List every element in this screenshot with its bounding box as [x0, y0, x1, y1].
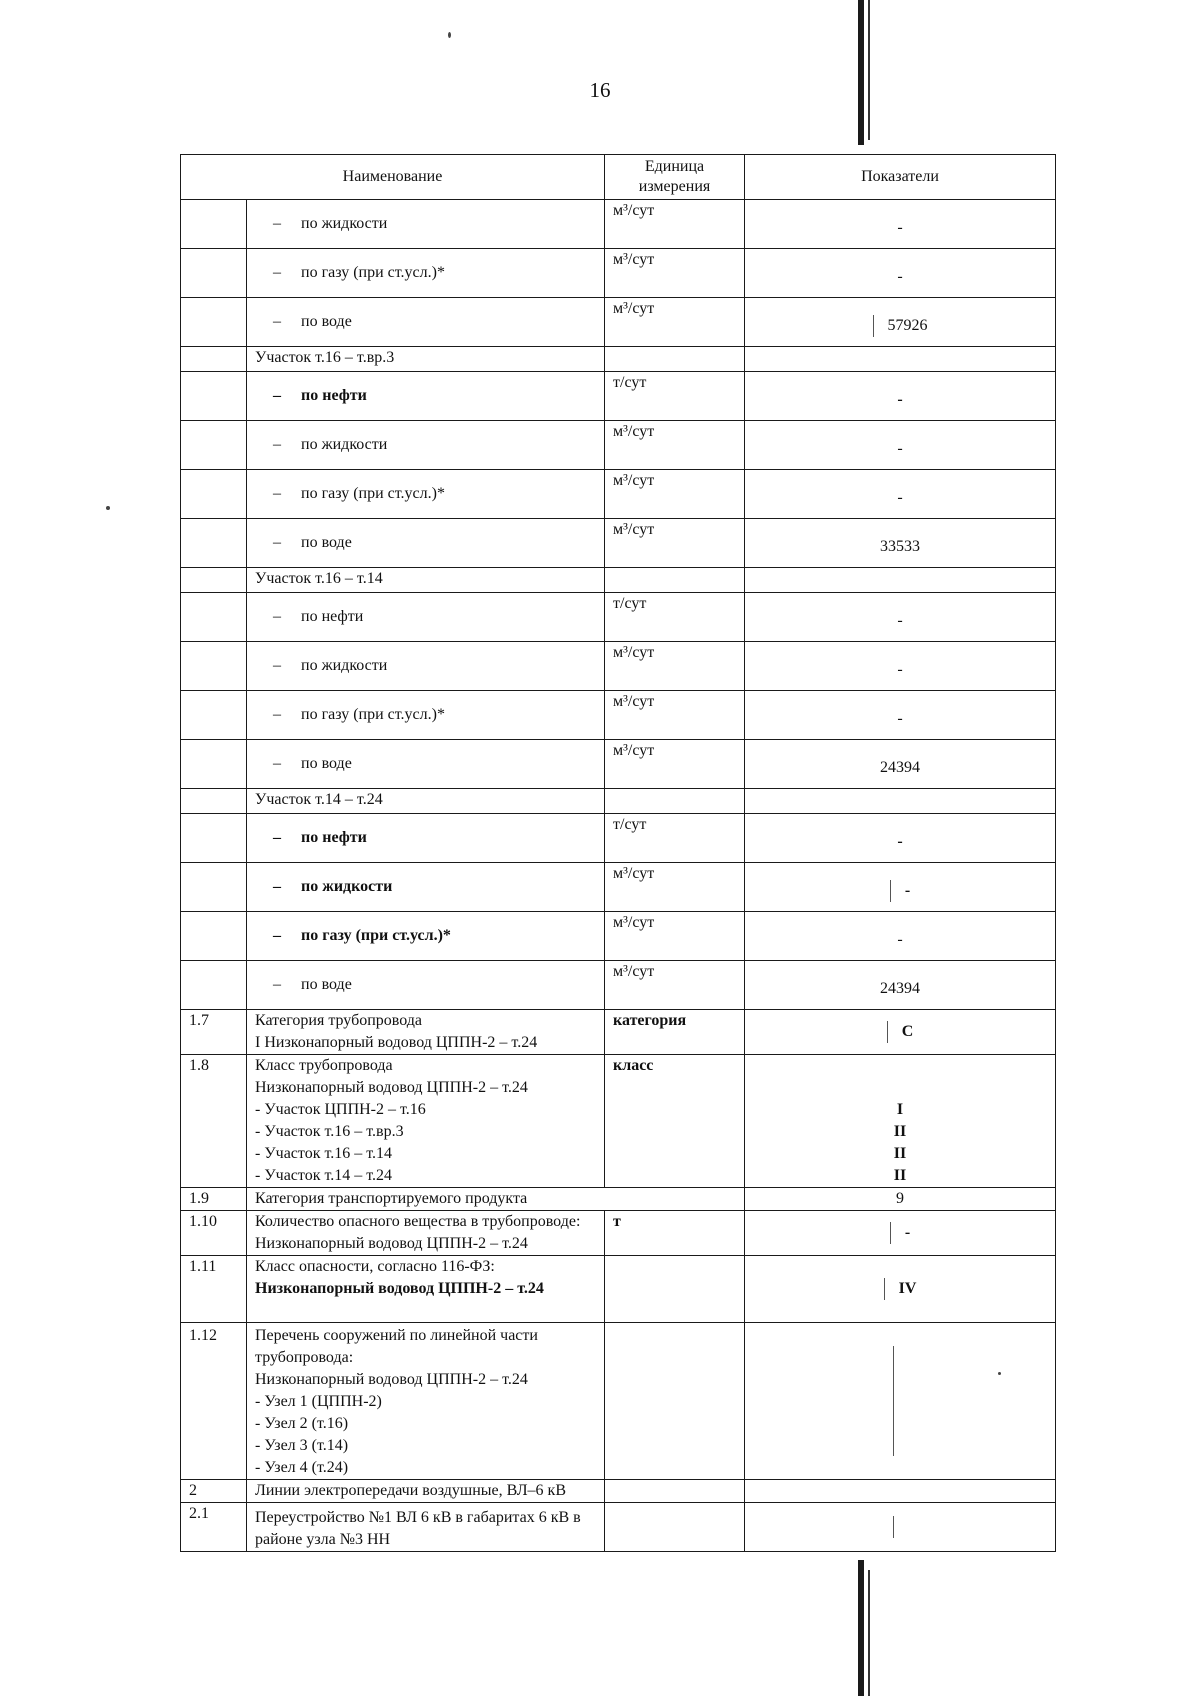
value-cell — [745, 789, 1056, 814]
table-row — [181, 200, 1056, 249]
item-name-cell — [247, 1055, 605, 1188]
item-name-cell — [247, 1256, 605, 1323]
item-name-cell — [247, 1010, 605, 1055]
table-row — [181, 421, 1056, 470]
scan-speck — [106, 506, 110, 510]
unit-cell — [605, 1480, 745, 1503]
item-name-cell: Категория транспортируемого продукта — [247, 1188, 745, 1211]
scan-mark — [893, 1346, 894, 1456]
section-title: Участок т.16 – т.вр.3 — [247, 347, 605, 372]
item-line: Перечень сооружений по линейной части трубопровода: — [255, 1327, 538, 1366]
number-cell — [181, 298, 247, 347]
table-row — [181, 691, 1056, 740]
unit-cell: м³/сут — [605, 912, 745, 961]
value-text: 57926 — [887, 316, 928, 334]
table-row — [181, 863, 1056, 912]
value-cell — [745, 298, 1056, 347]
unit-cell: т/сут — [605, 814, 745, 863]
table-row — [181, 912, 1056, 961]
param-name-cell: – по жидкости — [247, 421, 605, 470]
param-name: по жидкости — [301, 436, 388, 453]
item-line: Низконапорный водовод ЦППН-2 – т.24 — [255, 1371, 528, 1388]
scan-mark — [893, 1516, 894, 1538]
param-name: по газу (при ст.усл.)* — [301, 927, 451, 944]
value-text: - — [904, 881, 911, 899]
item-name-cell: Переустройство №1 ВЛ 6 кВ в габаритах 6 кВ в районе узла №3 НН — [247, 1503, 605, 1552]
item-name-cell: Линии электропередачи воздушные, ВЛ–6 кВ — [247, 1480, 605, 1503]
unit-cell: т/сут — [605, 593, 745, 642]
item-subline: - Участок т.16 – т.вр.3 — [255, 1123, 404, 1140]
param-name: по газу (при ст.усл.)* — [301, 706, 445, 723]
param-name-cell: – по газу (при ст.усл.)* — [247, 691, 605, 740]
item-line: Количество опасного вещества в трубопроводе: — [255, 1213, 581, 1230]
param-name-cell: – по газу (при ст.усл.)* — [247, 912, 605, 961]
table-row — [181, 298, 1056, 347]
param-name: по жидкости — [301, 215, 388, 232]
value-cell: - — [745, 249, 1056, 298]
scan-mark — [890, 880, 891, 902]
param-name-cell: – по воде — [247, 740, 605, 789]
section-row — [181, 568, 1056, 593]
table-row — [181, 642, 1056, 691]
value-cell — [745, 1503, 1056, 1552]
param-name: по нефти — [301, 829, 367, 846]
unit-cell: м³/сут — [605, 863, 745, 912]
number-cell — [181, 372, 247, 421]
unit-cell: категория — [605, 1010, 745, 1055]
item-number: 1.10 — [181, 1211, 247, 1256]
table-row — [181, 740, 1056, 789]
value-cell — [745, 347, 1056, 372]
number-cell — [181, 249, 247, 298]
number-cell — [181, 789, 247, 814]
unit-cell: м³/сут — [605, 421, 745, 470]
param-name: по жидкости — [301, 657, 388, 674]
binding-mark-bottom — [858, 1560, 864, 1696]
scan-mark — [887, 1021, 888, 1043]
unit-cell: м³/сут — [605, 519, 745, 568]
param-name: по газу (при ст.усл.)* — [301, 485, 445, 502]
scan-speck — [448, 32, 451, 38]
value-cell: - — [745, 814, 1056, 863]
value-cell — [745, 1323, 1056, 1480]
unit-cell — [605, 1323, 745, 1480]
number-cell — [181, 961, 247, 1010]
param-name-cell: – по воде — [247, 298, 605, 347]
value-cell — [745, 1480, 1056, 1503]
value-text: IV — [898, 1279, 917, 1297]
section-title: Участок т.14 – т.24 — [247, 789, 605, 814]
item-line: Класс трубопровода — [255, 1057, 393, 1074]
item-line: Категория трубопровода — [255, 1012, 423, 1029]
unit-cell: м³/сут — [605, 470, 745, 519]
number-cell — [181, 863, 247, 912]
number-cell — [181, 421, 247, 470]
header-name: Наименование — [181, 155, 605, 200]
binding-mark-top — [858, 0, 864, 145]
value-cell — [745, 1211, 1056, 1256]
param-name: по нефти — [301, 608, 364, 625]
page-number: 16 — [589, 78, 611, 102]
value-cell: 24394 — [745, 740, 1056, 789]
item-subline: - Участок ЦППН-2 – т.16 — [255, 1101, 426, 1118]
item-subline: - Узел 1 (ЦППН-2) — [255, 1393, 382, 1410]
value-text: II — [893, 1145, 907, 1162]
item-line: Низконапорный водовод ЦППН-2 – т.24 — [255, 1280, 544, 1297]
number-cell — [181, 912, 247, 961]
item-number: 1.12 — [181, 1323, 247, 1480]
section-row — [181, 347, 1056, 372]
table-header-row — [181, 155, 1056, 200]
value-cell: 33533 — [745, 519, 1056, 568]
binding-mark-bottom-thin — [868, 1570, 870, 1696]
value-cell — [745, 1055, 1056, 1188]
number-cell — [181, 200, 247, 249]
unit-cell: м³/сут — [605, 200, 745, 249]
table-row — [181, 961, 1056, 1010]
value-cell — [745, 1010, 1056, 1055]
unit-cell: т — [605, 1211, 745, 1256]
table-row — [181, 1188, 1056, 1211]
table-row — [181, 1480, 1056, 1503]
param-name: по воде — [301, 313, 352, 330]
number-cell — [181, 814, 247, 863]
number-cell — [181, 740, 247, 789]
number-cell — [181, 519, 247, 568]
param-name-cell: – по нефти — [247, 593, 605, 642]
table-row — [181, 519, 1056, 568]
value-cell: - — [745, 200, 1056, 249]
unit-cell — [605, 568, 745, 593]
header-unit: Единица измерения — [605, 155, 745, 200]
scan-mark — [873, 315, 874, 337]
unit-cell: м³/сут — [605, 249, 745, 298]
param-name-cell: – по нефти — [247, 372, 605, 421]
table-row — [181, 814, 1056, 863]
item-subline: - Участок т.14 – т.24 — [255, 1167, 393, 1184]
param-name-cell: – по жидкости — [247, 200, 605, 249]
item-number: 2.1 — [181, 1503, 247, 1552]
number-cell — [181, 593, 247, 642]
value-cell: - — [745, 642, 1056, 691]
param-name-cell: – по нефти — [247, 814, 605, 863]
param-name-cell: – по жидкости — [247, 863, 605, 912]
unit-cell — [605, 789, 745, 814]
item-line: Класс опасности, согласно 116-ФЗ: — [255, 1258, 495, 1275]
value-cell: - — [745, 470, 1056, 519]
value-cell: - — [745, 912, 1056, 961]
number-cell — [181, 568, 247, 593]
item-subline: - Узел 2 (т.16) — [255, 1415, 349, 1432]
item-name-cell — [247, 1211, 605, 1256]
item-line: Низконапорный водовод ЦППН-2 – т.24 — [255, 1079, 528, 1096]
value-text: II — [893, 1167, 907, 1184]
value-cell: 9 — [745, 1188, 1056, 1211]
number-cell — [181, 691, 247, 740]
param-name: по газу (при ст.усл.)* — [301, 264, 445, 281]
value-cell: 24394 — [745, 961, 1056, 1010]
item-line: Низконапорный водовод ЦППН-2 – т.24 — [255, 1235, 528, 1252]
specification-table — [180, 154, 1056, 1552]
table-row — [181, 1256, 1056, 1323]
value-cell: - — [745, 421, 1056, 470]
table-row — [181, 249, 1056, 298]
unit-cell: м³/сут — [605, 642, 745, 691]
param-name: по жидкости — [301, 878, 393, 895]
unit-cell — [605, 1503, 745, 1552]
param-name: по нефти — [301, 387, 367, 404]
item-line: I Низконапорный водовод ЦППН-2 – т.24 — [255, 1034, 538, 1051]
scan-mark — [890, 1222, 891, 1244]
item-number: 1.9 — [181, 1188, 247, 1211]
table-row — [181, 1323, 1056, 1480]
value-cell — [745, 863, 1056, 912]
number-cell — [181, 642, 247, 691]
scan-mark — [884, 1278, 885, 1300]
param-name: по воде — [301, 755, 352, 772]
unit-cell — [605, 1256, 745, 1323]
value-cell — [745, 568, 1056, 593]
table-row — [181, 1211, 1056, 1256]
table-row — [181, 470, 1056, 519]
unit-cell: т/сут — [605, 372, 745, 421]
param-name: по воде — [301, 534, 352, 551]
item-number: 1.8 — [181, 1055, 247, 1188]
unit-cell: м³/сут — [605, 691, 745, 740]
unit-cell — [605, 347, 745, 372]
param-name-cell: – по жидкости — [247, 642, 605, 691]
binding-mark-top-thin — [868, 0, 870, 140]
table-row — [181, 593, 1056, 642]
item-subline: - Узел 3 (т.14) — [255, 1437, 349, 1454]
param-name-cell: – по воде — [247, 519, 605, 568]
section-title: Участок т.16 – т.14 — [247, 568, 605, 593]
param-name-cell: – по воде — [247, 961, 605, 1010]
table-row — [181, 1010, 1056, 1055]
unit-cell: м³/сут — [605, 961, 745, 1010]
unit-cell: м³/сут — [605, 740, 745, 789]
value-text: I — [896, 1101, 904, 1118]
value-text: - — [904, 1223, 911, 1241]
section-row — [181, 789, 1056, 814]
value-text: II — [893, 1123, 907, 1140]
unit-cell: м³/сут — [605, 298, 745, 347]
param-name-cell: – по газу (при ст.усл.)* — [247, 470, 605, 519]
item-number: 1.11 — [181, 1256, 247, 1323]
item-number: 2 — [181, 1480, 247, 1503]
item-subline: - Участок т.16 – т.14 — [255, 1145, 393, 1162]
unit-cell: класс — [605, 1055, 745, 1188]
item-number: 1.7 — [181, 1010, 247, 1055]
table-row — [181, 372, 1056, 421]
param-name: по воде — [301, 976, 352, 993]
value-cell — [745, 1256, 1056, 1323]
value-cell: - — [745, 593, 1056, 642]
value-cell: - — [745, 372, 1056, 421]
number-cell — [181, 470, 247, 519]
item-subline: - Узел 4 (т.24) — [255, 1459, 349, 1476]
item-name-cell — [247, 1323, 605, 1480]
value-cell: - — [745, 691, 1056, 740]
value-text: С — [901, 1022, 914, 1040]
param-name-cell: – по газу (при ст.усл.)* — [247, 249, 605, 298]
table-row — [181, 1055, 1056, 1188]
table-row — [181, 1503, 1056, 1552]
header-value: Показатели — [745, 155, 1056, 200]
number-cell — [181, 347, 247, 372]
